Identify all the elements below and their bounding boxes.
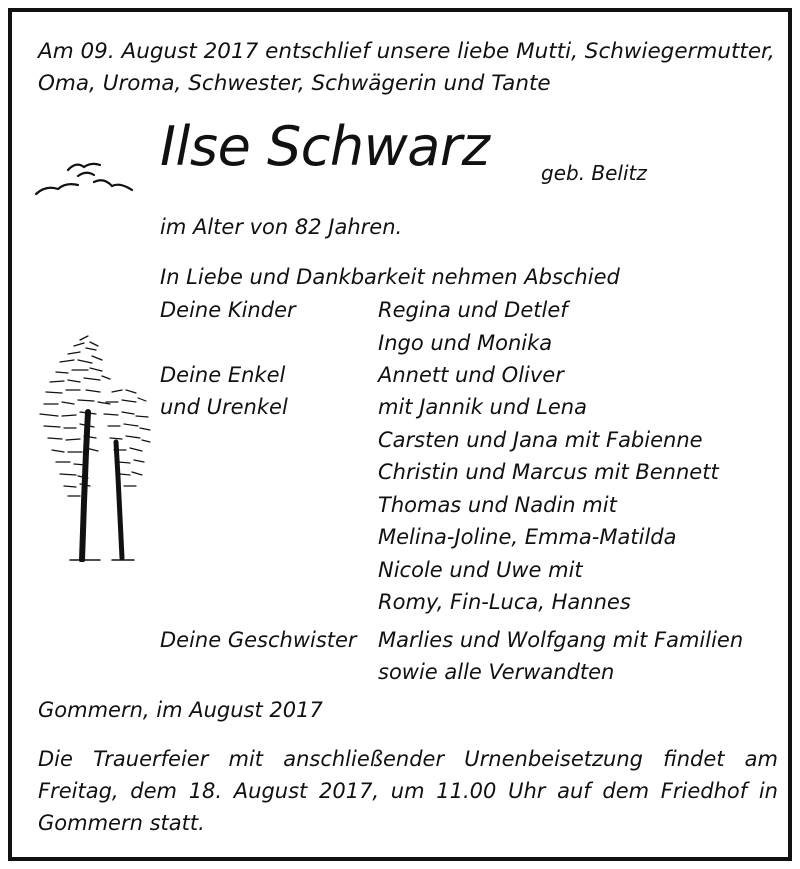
siblings-label: Deine Geschwister [160, 628, 357, 652]
mourner-line: sowie alle Verwandten [378, 660, 615, 684]
farewell-line: In Liebe und Dankbarkeit nehmen Abschied [160, 265, 620, 289]
birds-icon [34, 152, 144, 208]
obituary-frame [8, 8, 792, 861]
great-grandchildren-label: und Urenkel [160, 395, 288, 419]
age-line: im Alter von 82 Jahren. [160, 215, 403, 239]
grandchildren-label: Deine Enkel [160, 363, 286, 387]
mourner-line: Melina-Joline, Emma-Matilda [378, 525, 677, 549]
ceremony-notice: Die Trauerfeier mit anschließender Urnenbeisetzung findet am Freitag, dem 18. August 2017, um 11.00 Uhr auf dem Friedhof in Gommern statt. [38, 747, 778, 835]
maiden-name: geb. Belitz [541, 161, 647, 185]
children-label: Deine Kinder [160, 298, 296, 322]
mourner-line: Christin und Marcus mit Bennett [378, 460, 719, 484]
mourner-line: Thomas und Nadin mit [378, 493, 617, 517]
mourner-line: Ingo und Monika [378, 331, 553, 355]
intro-text: Am 09. August 2017 entschlief unsere liebe Mutti, Schwiegermutter, Oma, Uroma, Schwester, Schwägerin und Tante [38, 39, 775, 96]
mourner-line: mit Jannik und Lena [378, 395, 587, 419]
trees-icon [30, 332, 160, 562]
mourner-line: Romy, Fin-Luca, Hannes [378, 590, 631, 614]
mourner-line: Regina und Detlef [378, 298, 568, 322]
mourner-line: Marlies und Wolfgang mit Familien [378, 628, 744, 652]
mourner-line: Carsten und Jana mit Fabienne [378, 428, 703, 452]
mourner-line: Nicole und Uwe mit [378, 558, 583, 582]
place-date: Gommern, im August 2017 [38, 698, 323, 722]
mourner-line: Annett und Oliver [378, 363, 564, 387]
deceased-name: Ilse Schwarz [160, 115, 490, 178]
